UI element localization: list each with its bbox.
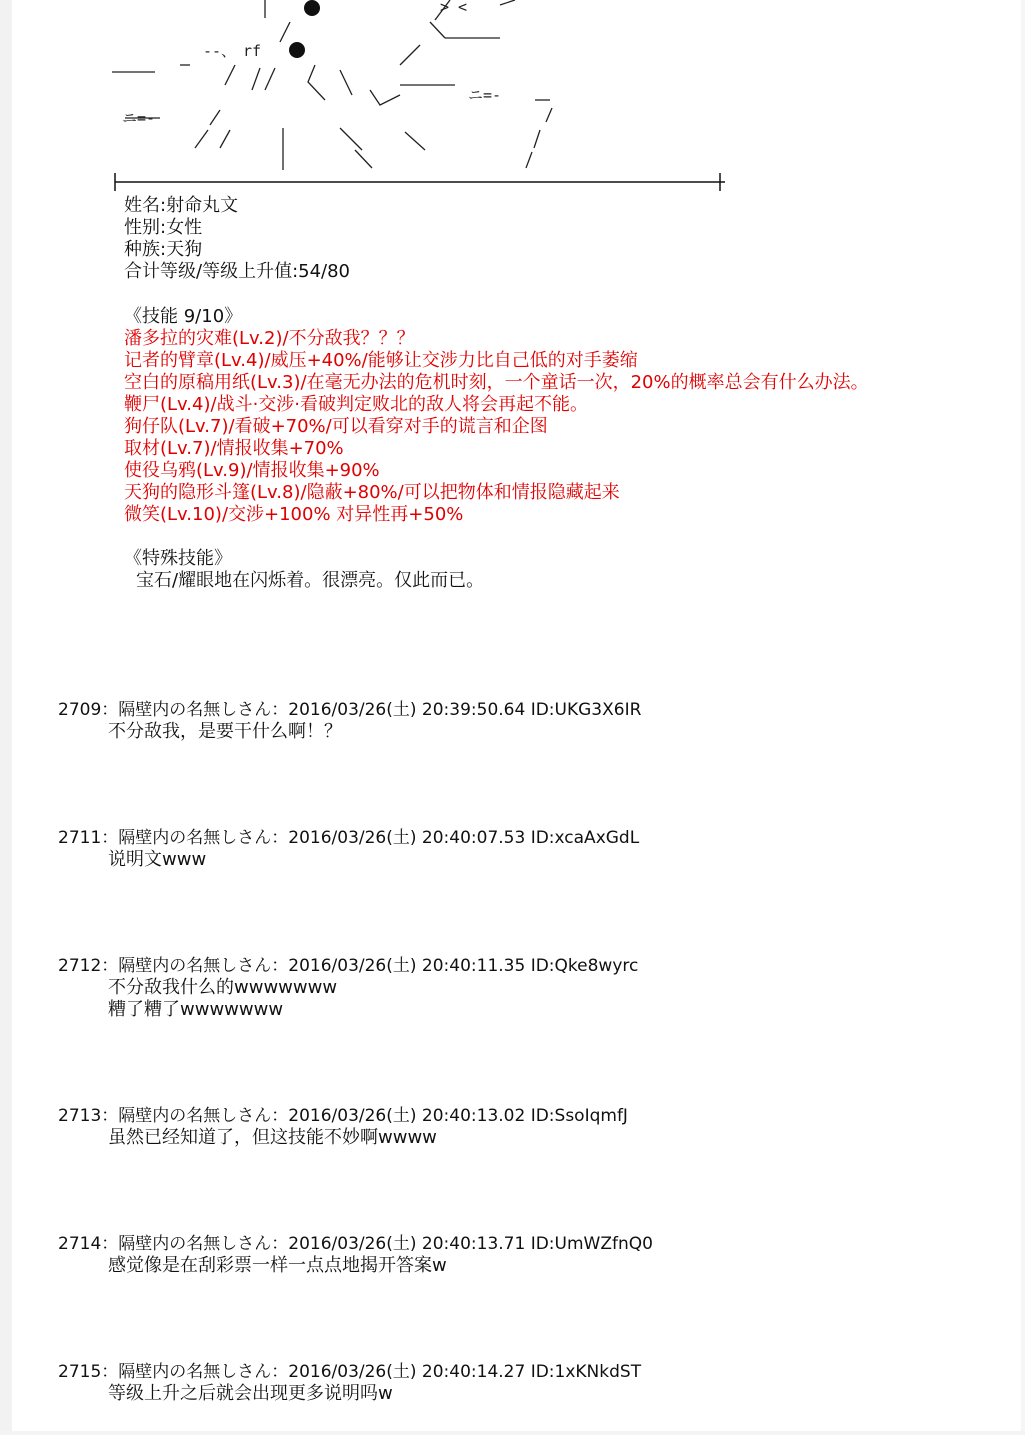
post-header: 2714：隔壁内の名無しさん：2016/03/26(土) 20:40:13.71 ID:UmWZfnQ0 [58,1234,653,1254]
special-skills-title: 《特殊技能》 [124,548,232,569]
post-body: 不分敌我什么的wwwwwww [108,977,338,998]
svg-text:rf: rf [243,42,262,60]
post-body: 不分敌我，是要干什么啊！？ [108,721,342,742]
left-margin [0,0,12,1435]
skill-item: 潘多拉的灾难(Lv.2)/不分敌我？？？ [124,328,415,349]
skill-item: 取材(Lv.7)/情报收集+70% [124,438,344,459]
profile-gender: 性别:女性 [124,217,203,238]
svg-text:> <: > < [440,0,468,16]
skills-title: 《技能 9/10》 [124,306,243,327]
post-header: 2715：隔壁内の名無しさん：2016/03/26(土) 20:40:14.27 ID:1xKNkdST [58,1362,642,1382]
skill-item: 空白的原稿用纸(Lv.3)/在毫无办法的危机时刻，一个童话一次，20%的概率总会有什么办法。 [124,372,869,393]
post-body: 说明文www [108,849,207,870]
post-body: 虽然已经知道了，但这技能不妙啊wwww [108,1127,437,1148]
post-body: 等级上升之后就会出现更多说明吗w [108,1383,393,1404]
skill-item: 狗仔队(Lv.7)/看破+70%/可以看穿对手的谎言和企图 [124,416,548,437]
skill-item: 记者的臂章(Lv.4)/威压+40%/能够让交涉力比自己低的对手萎缩 [124,350,638,371]
ascii-art [100,0,740,195]
skill-item: 微笑(Lv.10)/交涉+100% 对异性再+50% [124,504,464,525]
skill-item: 使役乌鸦(Lv.9)/情报收集+90% [124,460,380,481]
post-header: 2711：隔壁内の名無しさん：2016/03/26(土) 20:40:07.53 ID:xcaAxGdL [58,828,640,848]
special-skills-text: 宝石/耀眼地在闪烁着。很漂亮。仅此而已。 [136,570,485,591]
skill-item: 天狗的隐形斗篷(Lv.8)/隐蔽+80%/可以把物体和情报隐藏起来 [124,482,620,503]
profile-level: 合计等级/等级上升值:54/80 [124,261,351,282]
skill-item: 鞭尸(Lv.4)/战斗·交涉·看破判定败北的敌人将会再起不能。 [124,394,589,415]
svg-text:--、: --、 [203,42,237,60]
post-header: 2712：隔壁内の名無しさん：2016/03/26(土) 20:40:11.35 ID:Qke8wyrc [58,956,639,976]
svg-text:ニ=-: ニ=- [468,86,502,104]
right-margin [1021,0,1025,1435]
svg-text:ニ=-: ニ=- [122,109,156,127]
post-body: 感觉像是在刮彩票一样一点点地揭开答案w [108,1255,447,1276]
profile-name: 姓名:射命丸文 [124,195,239,216]
post-header: 2713：隔壁内の名無しさん：2016/03/26(土) 20:40:13.02 ID:SsoIqmfJ [58,1106,628,1126]
post-body: 糟了糟了wwwwwww [108,999,284,1020]
bottom-margin [0,1431,1025,1435]
post-header: 2709：隔壁内の名無しさん：2016/03/26(土) 20:39:50.64 ID:UKG3X6IR [58,700,642,720]
profile-race: 种族:天狗 [124,239,203,260]
